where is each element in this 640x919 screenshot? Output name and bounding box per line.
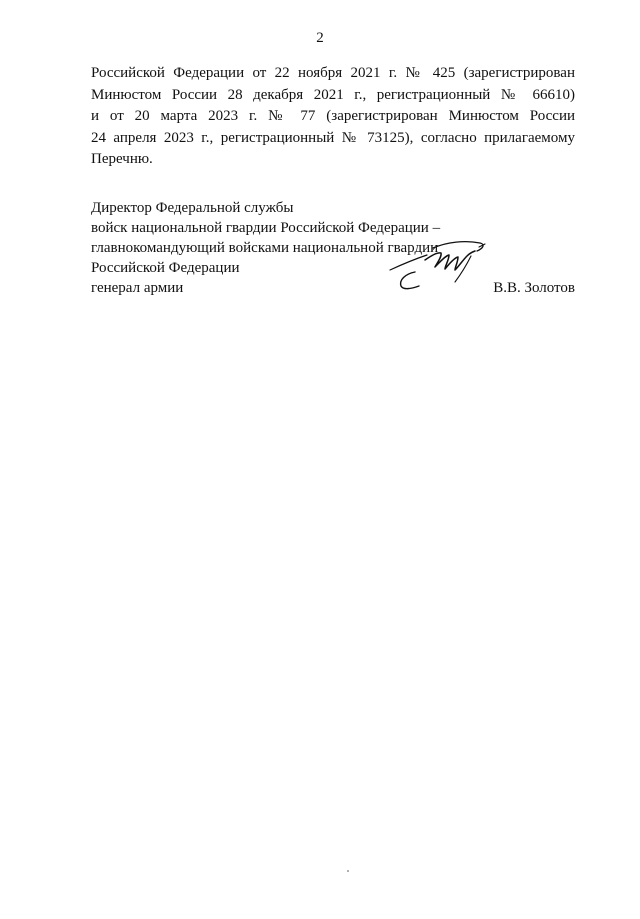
scan-speck: [347, 870, 349, 872]
body-line: Перечню.: [91, 151, 153, 167]
signatory-title-line: Российской Федерации: [91, 260, 240, 276]
body-paragraph: [91, 63, 575, 171]
signatory-rank: генерал армии: [91, 280, 184, 296]
body-line: 24 апреля 2023 г., регистрационный № 73125), согласно прилагаемому: [91, 129, 575, 146]
signatory-name: В.В. Золотов: [493, 280, 575, 296]
handwritten-signature: [385, 238, 500, 293]
page-number: 2: [316, 30, 324, 46]
signatory-title-line: войск национальной гвардии Российской Федерации –: [91, 220, 441, 236]
body-line: Российской Федерации от 22 ноября 2021 г. № 425 (зарегистрирован: [91, 65, 575, 81]
body-line: Минюстом России 28 декабря 2021 г., регистрационный № 66610): [91, 86, 575, 103]
signature-block: [91, 198, 575, 298]
body-line: и от 20 марта 2023 г. № 77 (зарегистрирован Минюстом России: [91, 108, 575, 124]
signatory-title-line: Директор Федеральной службы: [91, 200, 294, 216]
rank-name-row: [91, 278, 575, 298]
signatory-title-line: главнокомандующий войсками национальной гвардии: [91, 240, 439, 256]
